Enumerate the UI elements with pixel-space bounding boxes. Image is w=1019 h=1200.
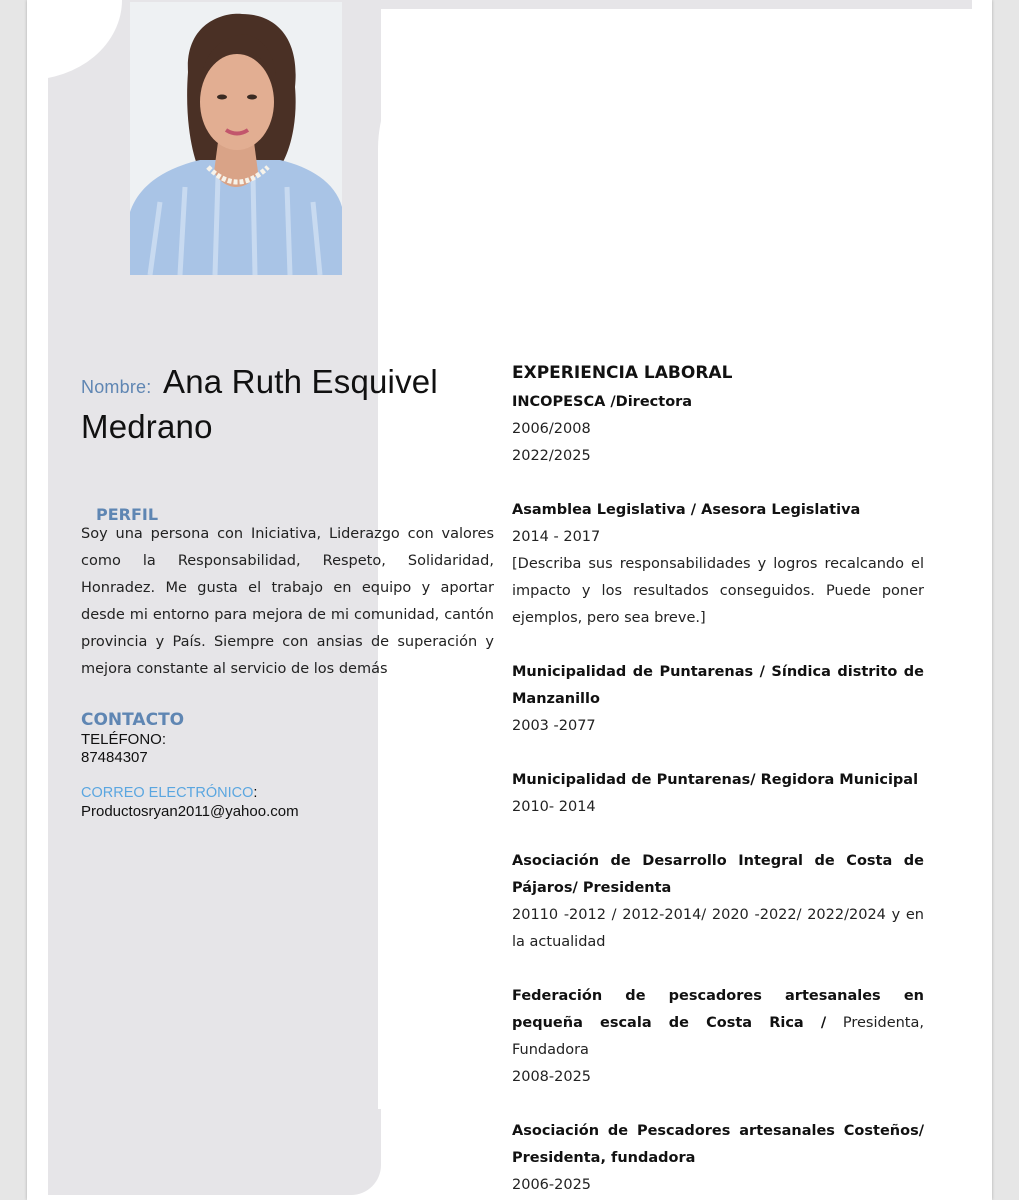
job-title: Municipalidad de Puntarenas / Síndica distrito de Manzanillo bbox=[512, 664, 924, 707]
portrait-photo-icon bbox=[130, 2, 342, 275]
job-heading bbox=[512, 848, 924, 902]
job-title-extra: Presidenta, Fundadora bbox=[512, 1015, 924, 1058]
job-detail: 2008-2025 bbox=[512, 1069, 592, 1085]
job-title: INCOPESCA /Directora bbox=[512, 394, 693, 410]
correo-label-row bbox=[81, 785, 257, 801]
job-detail: 2003 -2077 bbox=[512, 718, 596, 734]
job-entry bbox=[512, 1118, 924, 1199]
job-title: Asociación de Pescadores artesanales Costeños/ Presidenta, fundadora bbox=[512, 1123, 924, 1166]
job-title: Federación de pescadores artesanales en pequeña escala de Costa Rica / bbox=[512, 988, 924, 1031]
job-title: Municipalidad de Puntarenas/ Regidora Municipal bbox=[512, 772, 919, 788]
correo-value[interactable]: Productosryan2011@yahoo.com bbox=[81, 803, 299, 820]
perfil-heading: PERFIL bbox=[96, 505, 159, 524]
job-detail: [Describa sus responsabilidades y logros recalcando el impacto y los resultados conseguidos. Puede poner ejemplos, pero sea breve.] bbox=[512, 556, 924, 626]
name-label: Nombre: bbox=[81, 377, 152, 397]
telefono-label: TELÉFONO: bbox=[81, 731, 167, 748]
experiencia-heading: EXPERIENCIA LABORAL bbox=[512, 363, 733, 383]
job-entry bbox=[512, 767, 924, 821]
job-entry bbox=[512, 659, 924, 740]
job-detail: 20110 -2012 / 2012-2014/ 2020 -2022/ 2022/2024 y en la actualidad bbox=[512, 907, 924, 950]
correo-label: CORREO ELECTRÓNICO bbox=[81, 785, 254, 801]
job-list bbox=[512, 389, 924, 1199]
job-title: Asociación de Desarrollo Integral de Costa de Pájaros/ Presidenta bbox=[512, 853, 924, 896]
job-heading bbox=[512, 1118, 924, 1172]
job-heading bbox=[512, 767, 924, 794]
job-detail: 2006/2008 bbox=[512, 421, 591, 437]
job-heading bbox=[512, 389, 924, 416]
job-title: Asamblea Legislativa / Asesora Legislativa bbox=[512, 502, 861, 518]
job-heading bbox=[512, 983, 924, 1064]
full-name: Ana Ruth Esquivel Medrano bbox=[81, 363, 438, 445]
perfil-text: Soy una persona con Iniciativa, Liderazgo con valores como la Responsabilidad, Respeto, Solidaridad, Honradez. Me gusta el trabajo en equipo y aportar desde mi entorno para mejora de mi comunidad, cantón provincia y País. Siempre con ansias de superación y mejora constante al servicio de los demás bbox=[81, 526, 494, 677]
job-detail: 2014 - 2017 bbox=[512, 529, 601, 545]
job-heading bbox=[512, 659, 924, 713]
correo-colon: : bbox=[253, 785, 258, 801]
name-block bbox=[81, 362, 471, 447]
experiencia-section bbox=[512, 360, 924, 1200]
job-detail: 2006-2025 bbox=[512, 1177, 592, 1193]
job-entry bbox=[512, 497, 924, 632]
job-detail: 2010- 2014 bbox=[512, 799, 596, 815]
job-entry bbox=[512, 389, 924, 470]
resume-page bbox=[27, 0, 992, 1200]
job-detail: 2022/2025 bbox=[512, 448, 591, 464]
portrait-photo bbox=[130, 2, 342, 275]
job-heading bbox=[512, 497, 924, 524]
job-entry bbox=[512, 848, 924, 956]
contacto-heading: CONTACTO bbox=[81, 710, 185, 730]
job-entry bbox=[512, 983, 924, 1091]
telefono-value: 87484307 bbox=[81, 749, 148, 766]
